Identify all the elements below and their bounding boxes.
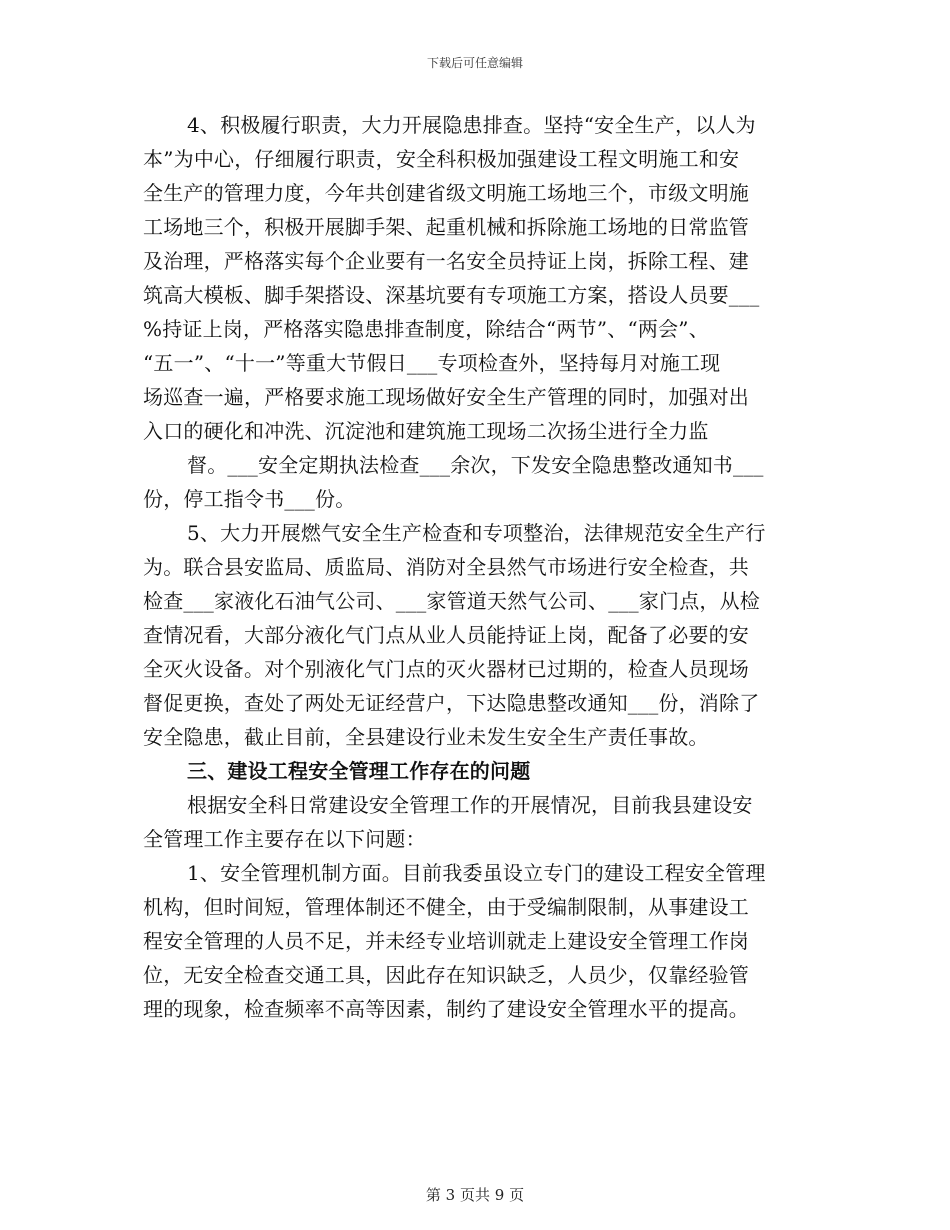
text-line: 筑高大模板、脚手架搭设、深基坑要有专项施工方案，搭设人员要___	[143, 283, 760, 307]
text-line: 根据安全科日常建设安全管理工作的开展情况，目前我县建设安	[187, 793, 753, 817]
text-line: 全管理工作主要存在以下问题：	[143, 827, 426, 851]
text-line: %持证上岗，严格落实隐患排查制度，除结合“两节”、“两会”、	[143, 317, 709, 341]
document-body	[143, 108, 809, 1026]
page-footer: 第 3 页共 9 页	[425, 1186, 525, 1204]
text-line: 理的现象，检查频率不高等因素，制约了建设安全管理水平的提高。	[143, 997, 749, 1021]
text-line: 位，无安全检查交通工具，因此存在知识缺乏，人员少，仅靠经验管	[143, 963, 749, 987]
text-line: 督。___安全定期执法检查___余次，下发安全隐患整改通知书___	[187, 453, 764, 477]
text-line: 份，停工指令书___份。	[143, 487, 356, 511]
text-line: 本”为中心，仔细履行职责，安全科积极加强建设工程文明施工和安	[143, 147, 740, 171]
text-line: 1、安全管理机制方面。目前我委虽设立专门的建设工程安全管理	[187, 861, 766, 885]
text-line: 为。联合县安监局、质监局、消防对全县然气市场进行安全检查，共	[143, 555, 749, 579]
text-line: 检查___家液化石油气公司、___家管道天然气公司、___家门点，从检	[143, 589, 760, 613]
text-line: 全生产的管理力度，今年共创建省级文明施工场地三个，市级文明施	[143, 181, 749, 205]
text-line: 5、大力开展燃气安全生产检查和专项整治，法律规范安全生产行	[187, 521, 766, 545]
text-line: 及治理，严格落实每个企业要有一名安全员持证上岗，拆除工程、建	[143, 249, 749, 273]
text-line: 安全隐患，截止目前，全县建设行业未发生安全生产责任事故。	[143, 725, 709, 749]
text-line: 机构，但时间短，管理体制还不健全，由于受编制限制，从事建设工	[143, 895, 749, 919]
text-line: 工场地三个，积极开展脚手架、起重机械和拆除施工场地的日常监管	[143, 215, 749, 239]
text-line: 程安全管理的人员不足，并未经专业培训就走上建设安全管理工作岗	[143, 929, 749, 953]
text-line: “五一”、“十一”等重大节假日___专项检查外，坚持每月对施工现	[143, 351, 721, 375]
text-line: 查情况看，大部分液化气门点从业人员能持证上岗，配备了必要的安	[143, 623, 749, 647]
section-heading: 三、建设工程安全管理工作存在的问题	[187, 759, 531, 783]
page-header: 下载后可任意编辑	[426, 56, 523, 70]
text-line: 场巡查一遍，严格要求施工现场做好安全生产管理的同时，加强对出	[143, 385, 749, 409]
text-line: 督促更换，查处了两处无证经营户，下达隐患整改通知___份，消除了	[143, 691, 760, 715]
text-line: 4、积极履行职责，大力开展隐患排查。坚持“安全生产，以人为	[187, 113, 756, 137]
text-line: 入口的硬化和冲洗、沉淀池和建筑施工现场二次扬尘进行全力监	[143, 419, 709, 443]
text-line: 全灭火设备。对个别液化气门点的灭火器材已过期的，检查人员现场	[143, 657, 749, 681]
